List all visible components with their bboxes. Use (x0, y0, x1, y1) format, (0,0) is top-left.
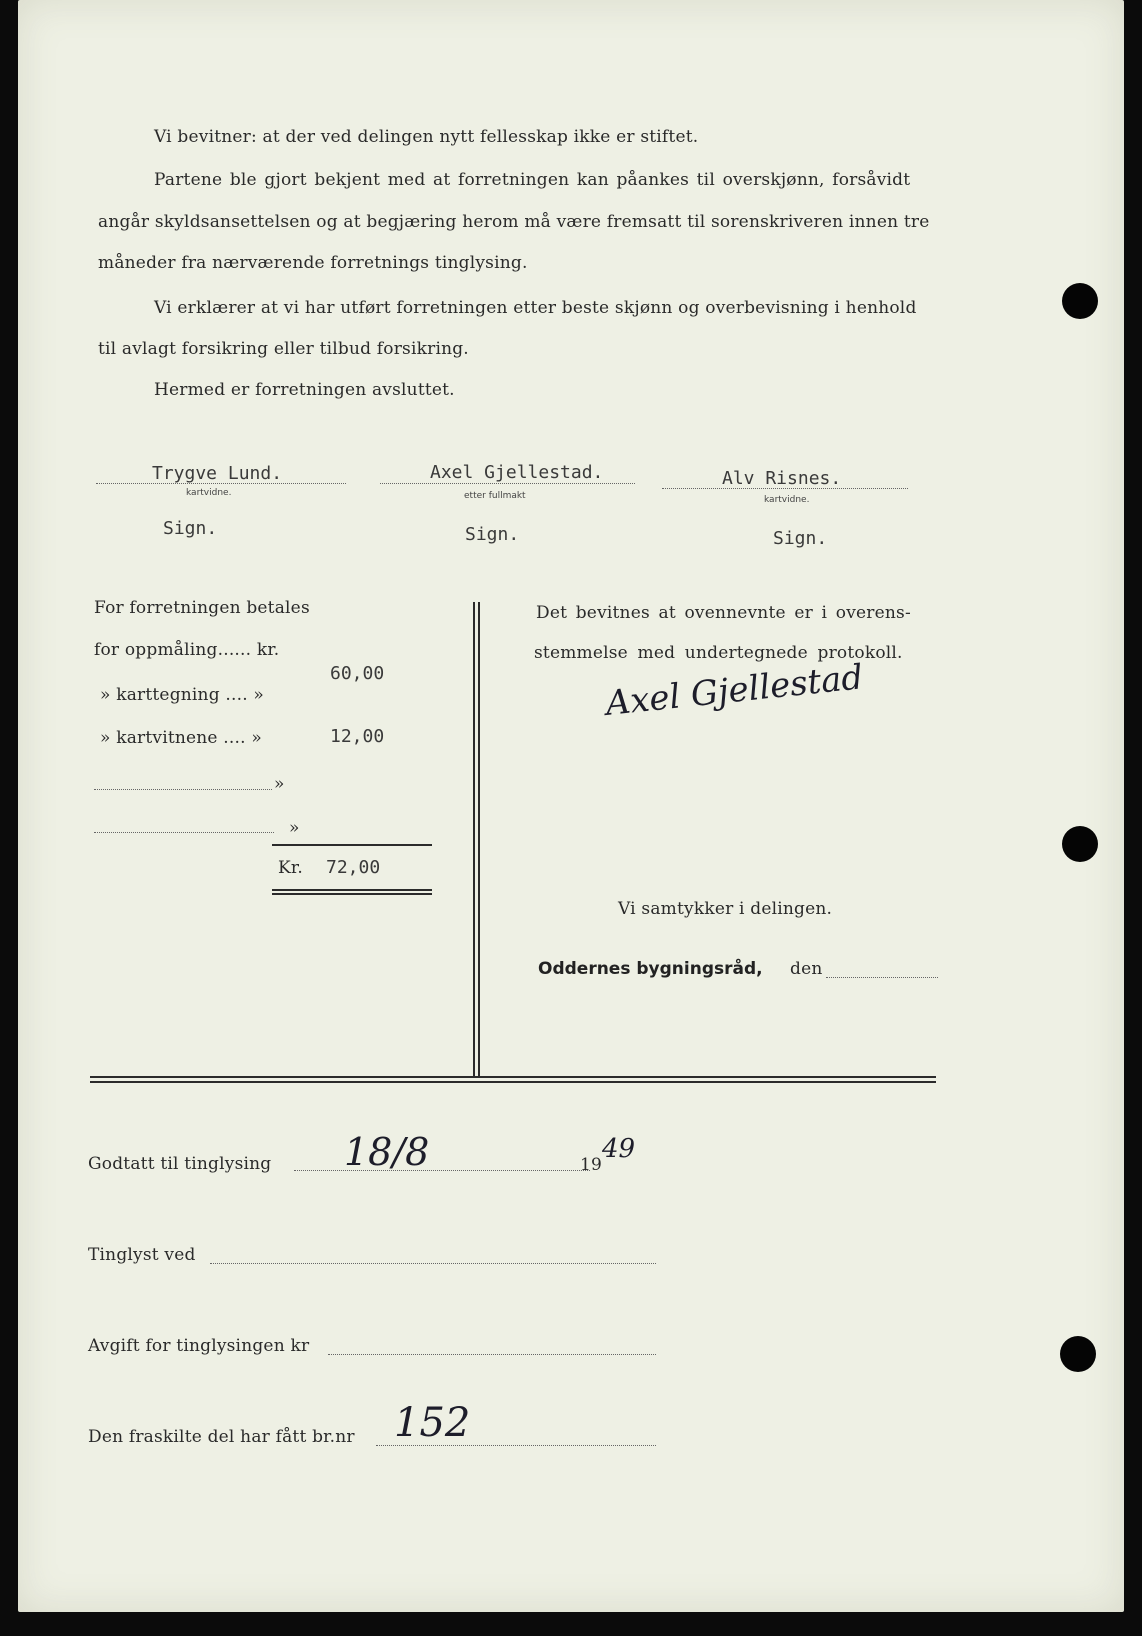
signature-role-1: kartvidne. (186, 488, 232, 498)
registration-fee-label: Avgift for tinglysingen kr (88, 1336, 310, 1356)
appeal-text-line1: Partene ble gjort bekjent med at forretningen kan påankes til overskjønn, forsåvidt (154, 170, 911, 190)
appeal-text-line3: måneder fra nærværende forretnings tinglysing. (98, 253, 528, 273)
certification-line1: Det bevitnes at ovennevnte er i overens- (536, 603, 911, 623)
signature-line-2 (380, 483, 635, 484)
building-council-name: Oddernes bygningsråd, (538, 959, 763, 979)
section-separator-top (90, 1076, 936, 1078)
accepted-date-line (294, 1170, 590, 1171)
year-prefix: 19 (580, 1155, 603, 1175)
accepted-date-handwritten: 18/8 (344, 1130, 430, 1174)
signature-sign-3: Sign. (773, 528, 828, 549)
fee-map-witnesses-label: » kartvitnene .... » (100, 728, 262, 748)
punch-hole-middle (1062, 826, 1098, 862)
signature-name-1: Trygve Lund. (152, 463, 283, 484)
registered-by-line (210, 1263, 656, 1264)
handwritten-signature: Axel Gjellestad (603, 657, 865, 724)
registration-fee-line (328, 1354, 656, 1355)
property-number-label: Den fraskilte del har fått br.nr (88, 1427, 355, 1447)
signature-role-2: etter fullmakt (464, 491, 526, 501)
fees-heading: For forretningen betales (94, 598, 310, 618)
fee-blank-mark-1: » (274, 774, 285, 794)
fee-survey-label: for oppmåling...... kr. (94, 640, 280, 660)
punch-hole-top (1062, 283, 1098, 319)
fee-survey-value: 60,00 (330, 663, 385, 684)
registered-by-label: Tinglyst ved (88, 1245, 196, 1265)
fee-total-rule-bottom (272, 893, 432, 895)
fee-total-value: 72,00 (326, 857, 381, 878)
fee-map-drawing-label: » karttegning .... » (100, 685, 265, 705)
signature-name-2: Axel Gjellestad. (430, 462, 604, 483)
fee-total-rule-top (272, 889, 432, 891)
column-divider-right (478, 602, 480, 1078)
punch-hole-bottom (1060, 1336, 1096, 1372)
accepted-for-registration-label: Godtatt til tinglysing (88, 1154, 272, 1174)
fee-blank-line-1 (94, 789, 272, 790)
declaration-line1: Vi erklærer at vi har utført forretningen etter beste skjønn og overbevisning i henhold (154, 298, 917, 318)
fee-blank-mark-2: » (289, 818, 300, 838)
declaration-line2: til avlagt forsikring eller tilbud forsikring. (98, 339, 469, 359)
fee-sum-rule (272, 844, 432, 846)
property-number-handwritten: 152 (394, 1400, 471, 1446)
column-divider-left (473, 602, 475, 1078)
section-separator-bottom (90, 1081, 936, 1083)
statement-no-joint-ownership: Vi bevitner: at der ved delingen nytt fellesskap ikke er stiftet. (154, 127, 699, 147)
fee-blank-line-2 (94, 832, 274, 833)
signature-sign-1: Sign. (163, 518, 218, 539)
consent-text: Vi samtykker i delingen. (618, 899, 833, 919)
closing-statement: Hermed er forretningen avsluttet. (154, 380, 455, 400)
appeal-text-line2: angår skyldsansettelsen og at begjæring herom må være fremsatt til sorenskriveren innen tre (98, 212, 930, 232)
signature-role-3: kartvidne. (764, 495, 810, 505)
signature-sign-2: Sign. (465, 524, 520, 545)
consent-date-label: den (790, 959, 823, 979)
consent-date-line (826, 977, 938, 978)
document-page (18, 0, 1124, 1612)
fee-total-label: Kr. (278, 858, 303, 878)
fee-map-witnesses-value: 12,00 (330, 726, 385, 747)
signature-name-3: Alv Risnes. (722, 468, 842, 489)
certification-line2: stemmelse med undertegnede protokoll. (534, 643, 903, 663)
year-suffix-handwritten: 49 (602, 1134, 636, 1164)
